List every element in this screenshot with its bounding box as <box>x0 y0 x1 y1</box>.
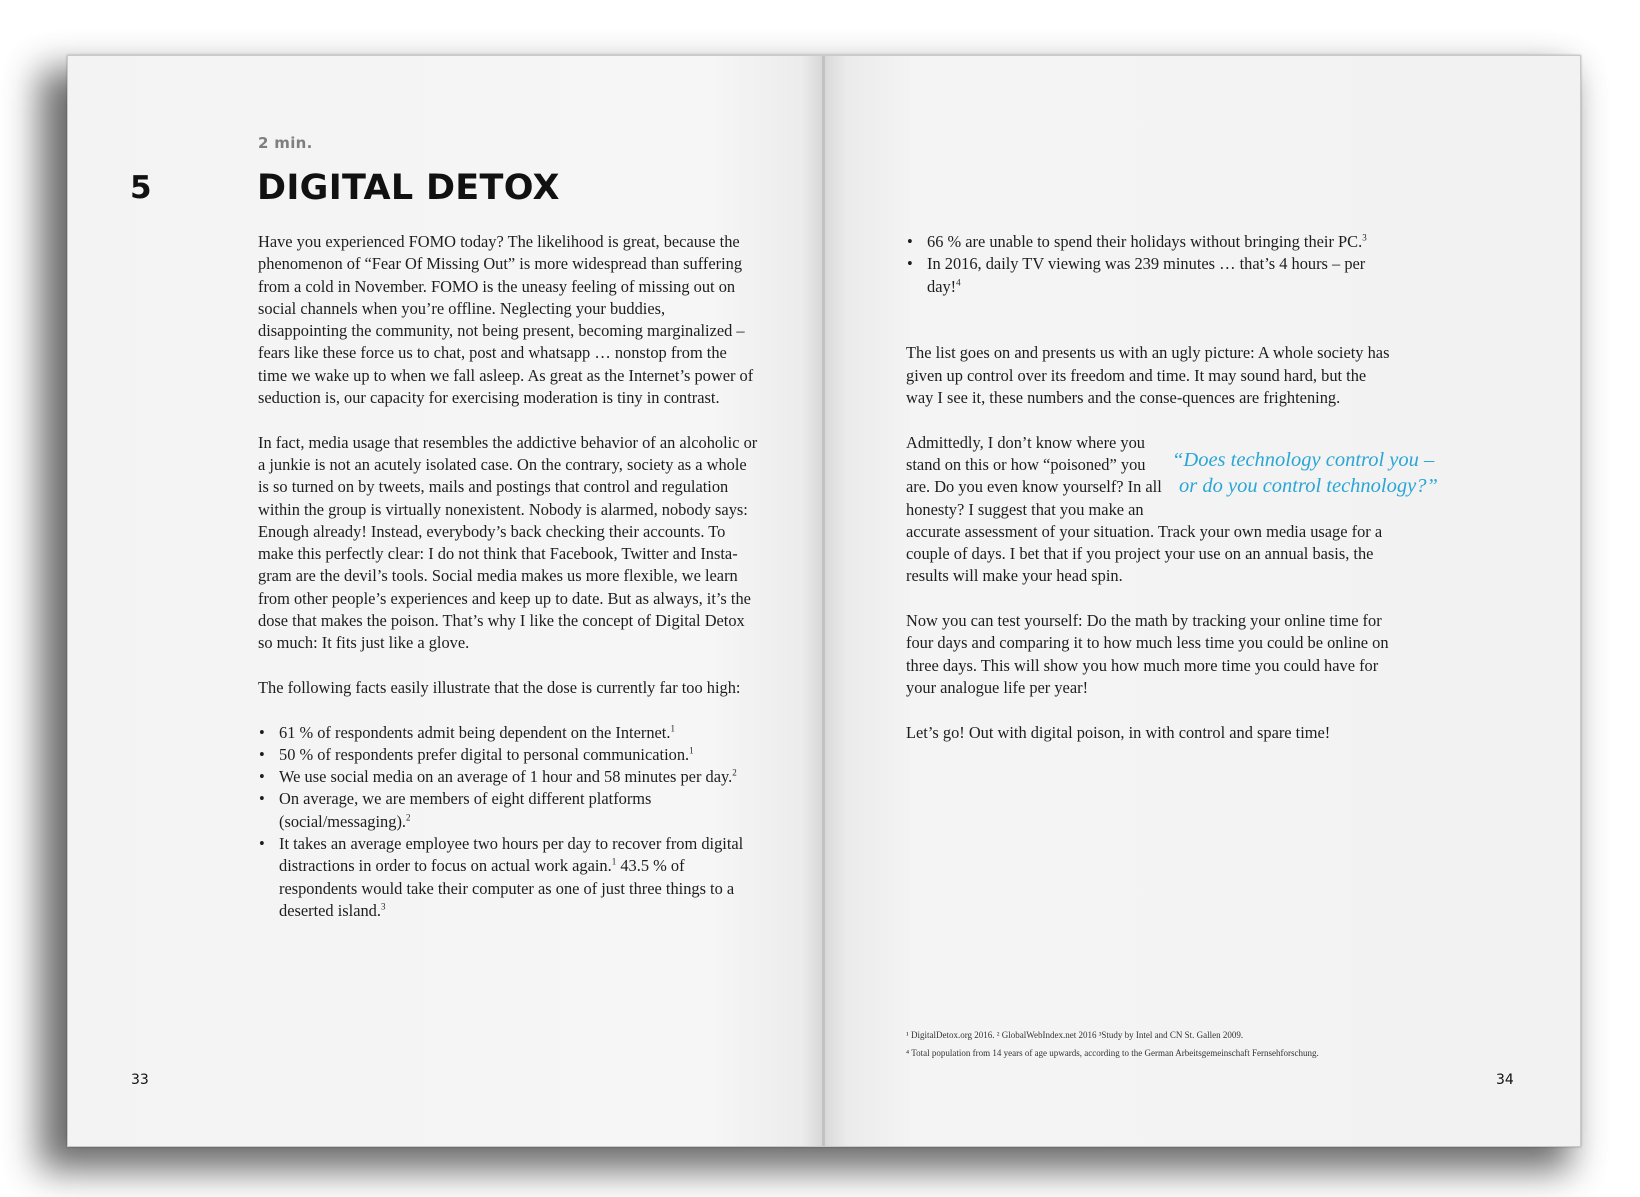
book-gutter <box>822 56 825 1146</box>
body-paragraph: Admittedly, I don’t know where you stand on this or how “poisoned” you are. Do you even know yourself? In all honesty? I suggest that you make an accurate assessment of your situation. Track your own media usage for a couple of days. I bet that if you project your use on an annual basis, the results will make your head spin. <box>906 432 1383 586</box>
list-item: • We use social media on an average of 1 hour and 58 minutes per day.$^2$ <box>258 766 758 788</box>
chapter-title: DIGITAL DETOX <box>257 168 560 208</box>
body-paragraph: The list goes on and presents us with an ugly picture: A whole society has given up control over its freedom and time. It may sound hard, but the way I see it, these numbers and the conse-quences are frightening. <box>906 343 1390 408</box>
pull-quote-line: or do you control technology?” <box>1179 474 1438 497</box>
page-number: 33 <box>131 1072 149 1088</box>
body-paragraph: In fact, media usage that resembles the addictive behavior of an alcoholic or a junkie is not an acutely isolated case. On the contrary, society as a whole is so turned on by tweets, mails and postings that control and regulation within the group is virtually nonexistent. Nobody is alarmed, nobody says: Enough already! Instead, everybody’s back checking their accounts. To make this perfectly clear: I do not think that Facebook, Twitter and Insta-gram are the devil’s tools. Social media makes us more flexible, we learn from other people’s experiences and keep up to date. But as always, it’s the dose that makes the poison. That’s why I like the concept of Digital Detox so much: It fits just like a glove. <box>258 432 758 653</box>
pull-quote-line: “Does technology control you – <box>1172 448 1435 471</box>
list-item: • 61 % of respondents admit being dependent on the Internet.$^1$ <box>258 722 758 744</box>
facts-list <box>906 231 1396 298</box>
footnote-line: ⁴ Total population from 14 years of age upwards, according to the German Arbeitsgemeinschaft Fernsehforschung. <box>906 1048 1319 1058</box>
facts-list <box>258 722 758 923</box>
footnotes <box>906 1026 1466 1062</box>
list-item: • In 2016, daily TV viewing was 239 minutes … that’s 4 hours – per day!$^4$ <box>906 253 1396 298</box>
body-paragraph: Let’s go! Out with digital poison, in with control and spare time! <box>906 722 1331 742</box>
left-body-text <box>258 231 758 922</box>
footnote-line: ¹ DigitalDetox.org 2016. ² GlobalWebIndex.net 2016 ³Study by Intel and CN St. Gallen 2009. <box>906 1030 1244 1040</box>
body-paragraph: Have you experienced FOMO today? The likelihood is great, because the phenomenon of “Fear Of Missing Out” is more widespread than suffering from a cold in November. FOMO is the uneasy feeling of missing out on social channels when you’re offline. Neglecting your buddies, disappointing the community, not being present, becoming marginalized – fears like these force us to chat, post and whatsapp … nonstop from the time we wake up to when we fall asleep. As great as the Internet’s power of seduction is, our capacity for exercising moderation is tiny in contrast. <box>258 232 754 408</box>
right-body-text <box>906 231 1438 766</box>
body-paragraph: Now you can test yourself: Do the math by tracking your online time for four days and comparing it to how much less time you could be online on three days. This will show you how much more time you could have for your analogue life per year! <box>906 611 1389 697</box>
page-number: 34 <box>1496 1072 1514 1088</box>
pull-quote <box>1172 447 1468 499</box>
body-paragraph: The following facts easily illustrate that the dose is currently far too high: <box>258 677 741 697</box>
list-item: • 50 % of respondents prefer digital to personal communication.$^1$ <box>258 744 758 766</box>
list-item: • On average, we are members of eight different platforms (social/messaging).$^2$ <box>258 788 758 833</box>
reading-time: 2 min. <box>258 134 313 152</box>
list-item: • It takes an average employee two hours per day to recover from digital distractions in order to focus on actual work again.$^1$ 43.5 % of respondents would take their computer as one of just three things to a deserted island.$^3$ <box>258 833 758 922</box>
chapter-number: 5 <box>130 170 152 206</box>
list-item: • 66 % are unable to spend their holidays without bringing their PC.$^3$ <box>906 231 1396 253</box>
